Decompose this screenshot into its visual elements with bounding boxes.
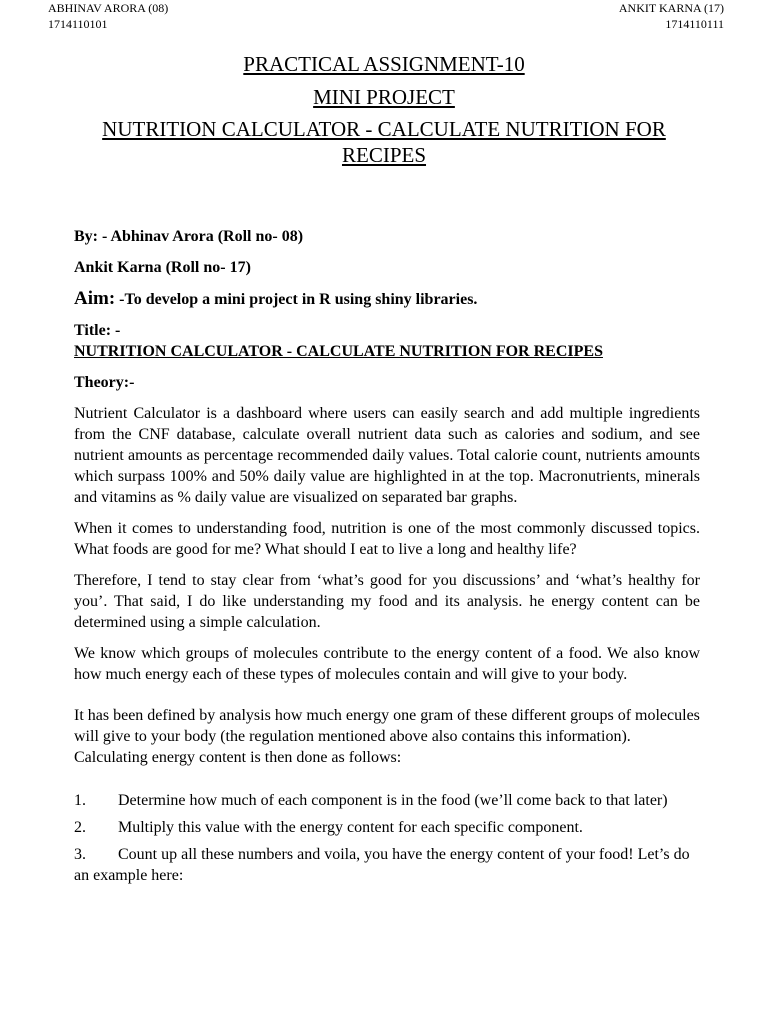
document-body <box>74 226 700 886</box>
header-right <box>619 0 724 32</box>
paragraph: Nutrient Calculator is a dashboard where users can easily search and add multiple ingredients from the CNF database, calculate overall nutrient data such as calories and sodium, and see nutrient amounts as percentage recommended daily values. Total calorie count, nutrients amounts which surpass 100% and 50% daily value are highlighted in at the top. Macronutrients, minerals and vitamins as % daily value are visualized on separated bar graphs. <box>74 405 700 506</box>
title-text: NUTRITION CALCULATOR - CALCULATE NUTRITION FOR RECIPES <box>74 343 603 360</box>
aim-line <box>74 288 700 310</box>
list-item <box>74 790 700 811</box>
authors-line-2: Ankit Karna (Roll no- 17) <box>74 259 251 276</box>
step-number: 2. <box>74 819 86 836</box>
theory-label: Theory:- <box>74 374 135 391</box>
authors-line: By: - Abhinav Arora (Roll no- 08) <box>74 228 304 245</box>
step-number: 1. <box>74 792 86 809</box>
step-text: Determine how much of each component is in the food (we’ll come back to that later) <box>118 792 668 809</box>
title-block <box>0 50 768 168</box>
paragraph: It has been defined by analysis how much energy one gram of these different groups of molecules will give to your body (the regulation mentioned above also contains this information). Calculating energy content is then done as follows: <box>74 707 700 766</box>
paragraph: Therefore, I tend to stay clear from ‘what’s good for you discussions’ and ‘what’s healthy for you’. That said, I do like understanding my food and its analysis. he energy content can be determined using a simple calculation. <box>74 572 700 631</box>
aim-text: -To develop a mini project in R using shiny libraries. <box>115 291 478 308</box>
paragraph: When it comes to understanding food, nutrition is one of the most commonly discussed topics. What foods are good for me? What should I eat to live a long and healthy life? <box>74 520 700 558</box>
list-item <box>74 817 700 838</box>
list-item <box>74 844 700 886</box>
step-text: Multiply this value with the energy content for each specific component. <box>118 819 583 836</box>
aim-label: Aim: <box>74 288 116 309</box>
step-number: 3. <box>74 846 86 863</box>
header-left <box>48 0 168 32</box>
author-id-left: 1714110101 <box>48 17 108 31</box>
project-title: NUTRITION CALCULATOR - CALCULATE NUTRITION FOR RECIPES <box>102 117 666 167</box>
title-label: Title: - <box>74 322 121 339</box>
assignment-title: PRACTICAL ASSIGNMENT-10 <box>243 52 525 76</box>
step-text: Count up all these numbers and voila, you have the energy content of your food! Let’s do an example here: <box>74 846 690 884</box>
author-name-left: ABHINAV ARORA (08) <box>48 1 169 15</box>
author-id-right: 1714110111 <box>665 17 724 31</box>
author-name-right: ANKIT KARNA (17) <box>618 1 724 15</box>
project-subtitle: MINI PROJECT <box>313 85 455 109</box>
paragraph: We know which groups of molecules contribute to the energy content of a food. We also know how much energy each of these types of molecules contain and will give to your body. <box>74 645 700 683</box>
